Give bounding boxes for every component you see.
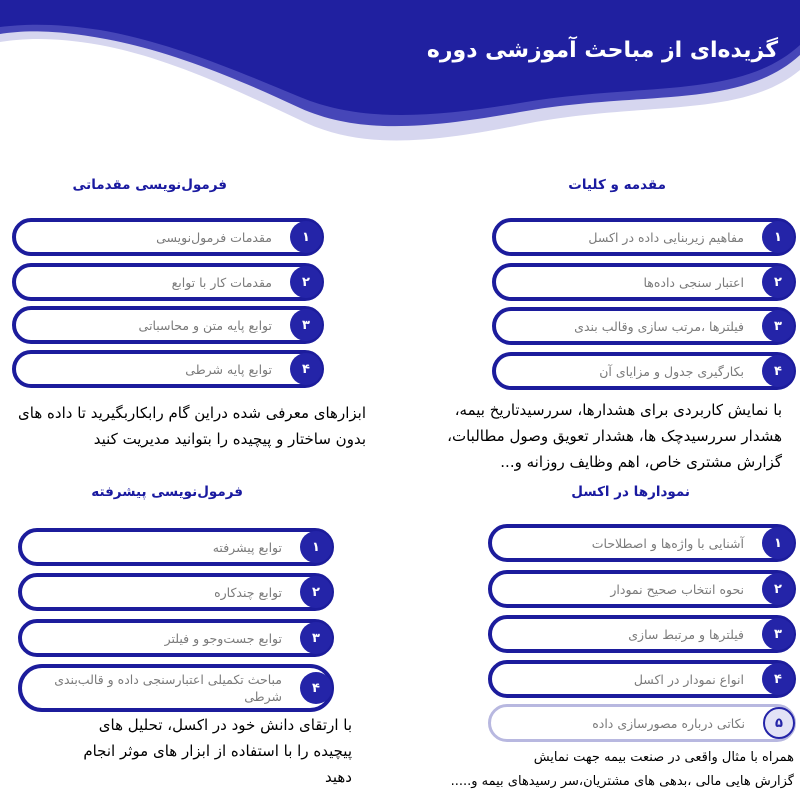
topic-label: فیلترها و مرتبط سازی xyxy=(628,626,744,642)
topic-label: بکارگیری جدول و مزایای آن xyxy=(599,363,744,379)
topic-item-intro-4 xyxy=(492,352,796,390)
topic-label: توابع پایه متن و محاسباتی xyxy=(138,317,272,333)
description-line: ابزارهای معرفی شده دراین گام رابکاربگیرید تا داده های xyxy=(18,404,366,422)
section-description-intro xyxy=(402,397,782,475)
number-badge: ۱ xyxy=(762,527,794,559)
topic-label: مفاهیم زیربنایی داده در اکسل xyxy=(588,229,744,245)
topic-label: نکاتی درباره مصورسازی داده xyxy=(592,715,745,731)
topic-item-formula-advanced-3 xyxy=(18,619,334,657)
topic-label: توابع جست‌وجو و فیلتر xyxy=(164,630,282,646)
number-badge: ۲ xyxy=(762,266,794,298)
topic-label: انواع نمودار در اکسل xyxy=(633,671,744,687)
number-badge: ۴ xyxy=(762,663,794,695)
topic-item-charts-3 xyxy=(488,615,796,653)
description-line: گزارش هایی مالی ،بدهی های مشتریان،سر رسیدهای بیمه و..... xyxy=(450,774,794,789)
number-badge: ۳ xyxy=(290,309,322,341)
number-badge: ۲ xyxy=(290,266,322,298)
number-badge: ۳ xyxy=(762,618,794,650)
number-badge: ۳ xyxy=(300,622,332,654)
description-line: همراه با مثال واقعی در صنعت بیمه جهت نمایش xyxy=(533,750,794,765)
topic-item-formula-advanced-2 xyxy=(18,573,334,611)
topic-label: آشنایی با واژه‌ها و اصطلاحات xyxy=(591,535,744,551)
section-title-formula-basic: فرمول‌نویسی مقدماتی xyxy=(72,177,227,193)
description-line: با نمایش کاربردی برای هشدارها، سررسیدتاریخ بیمه، xyxy=(454,401,782,419)
number-badge: ۱ xyxy=(300,531,332,563)
topic-item-charts-2 xyxy=(488,570,796,608)
topic-item-formula-advanced-1 xyxy=(18,528,334,566)
topic-item-intro-3 xyxy=(492,307,796,345)
number-badge: ۳ xyxy=(762,310,794,342)
topic-label: اعتبار سنجی داده‌ها xyxy=(643,274,744,290)
topic-item-charts-5 xyxy=(488,704,796,742)
description-line: دهید xyxy=(325,768,352,786)
number-badge: ۴ xyxy=(290,353,322,385)
section-title-charts: نمودارها در اکسل xyxy=(571,484,690,500)
topic-item-intro-2 xyxy=(492,263,796,301)
topic-label: نحوه انتخاب صحیح نمودار xyxy=(610,581,744,597)
topic-item-formula-basic-4 xyxy=(12,350,324,388)
topic-label: توابع پیشرفته xyxy=(212,539,282,555)
topic-item-intro-1 xyxy=(492,218,796,256)
description-line: هشدار سررسیدچک ها، هشدار تعویق وصول مطالبات، xyxy=(447,427,782,445)
description-line: گزارش مشتری خاص، اهم وظایف روزانه و... xyxy=(500,453,782,471)
topic-label: مقدمات کار با توابع xyxy=(171,274,272,290)
number-badge: ۱ xyxy=(762,221,794,253)
description-line: بدون ساختار و پیچیده را بتوانید مدیریت کنید xyxy=(93,430,366,448)
number-badge: ۵ xyxy=(763,707,795,739)
topic-item-charts-4 xyxy=(488,660,796,698)
number-badge: ۲ xyxy=(762,573,794,605)
number-badge: ۴ xyxy=(762,355,794,387)
page-title: گزیده‌ای از مباحث آموزشی دوره xyxy=(426,38,778,63)
topic-item-formula-advanced-4 xyxy=(18,664,334,712)
topic-item-charts-1 xyxy=(488,524,796,562)
topic-label: مقدمات فرمول‌نویسی xyxy=(156,229,272,245)
topic-item-formula-basic-1 xyxy=(12,218,324,256)
section-title-formula-advanced: فرمول‌نویسی پیشرفته xyxy=(91,484,243,500)
topic-item-formula-basic-2 xyxy=(12,263,324,301)
number-badge: ۲ xyxy=(300,576,332,608)
topic-label: فیلترها ،مرتب سازی وقالب بندی xyxy=(574,318,744,334)
section-description-charts xyxy=(364,746,794,794)
topic-label: توابع چندکاره xyxy=(214,584,282,600)
description-line: پیچیده را با استفاده از ابزار های موثر انجام xyxy=(83,742,352,760)
topic-item-formula-basic-3 xyxy=(12,306,324,344)
section-title-intro: مقدمه و کلیات xyxy=(568,177,666,193)
header-wave-background xyxy=(0,0,800,150)
topic-label: مباحث تکمیلی اعتبارسنجی داده و قالب‌بندی شرطی xyxy=(54,672,282,704)
topic-label: توابع پایه شرطی xyxy=(185,361,272,377)
section-description-formula-basic xyxy=(0,400,366,452)
number-badge: ۴ xyxy=(300,672,332,704)
section-description-formula-advanced xyxy=(0,712,352,790)
description-line: با ارتقای دانش خود در اکسل، تحلیل های xyxy=(98,716,352,734)
number-badge: ۱ xyxy=(290,221,322,253)
